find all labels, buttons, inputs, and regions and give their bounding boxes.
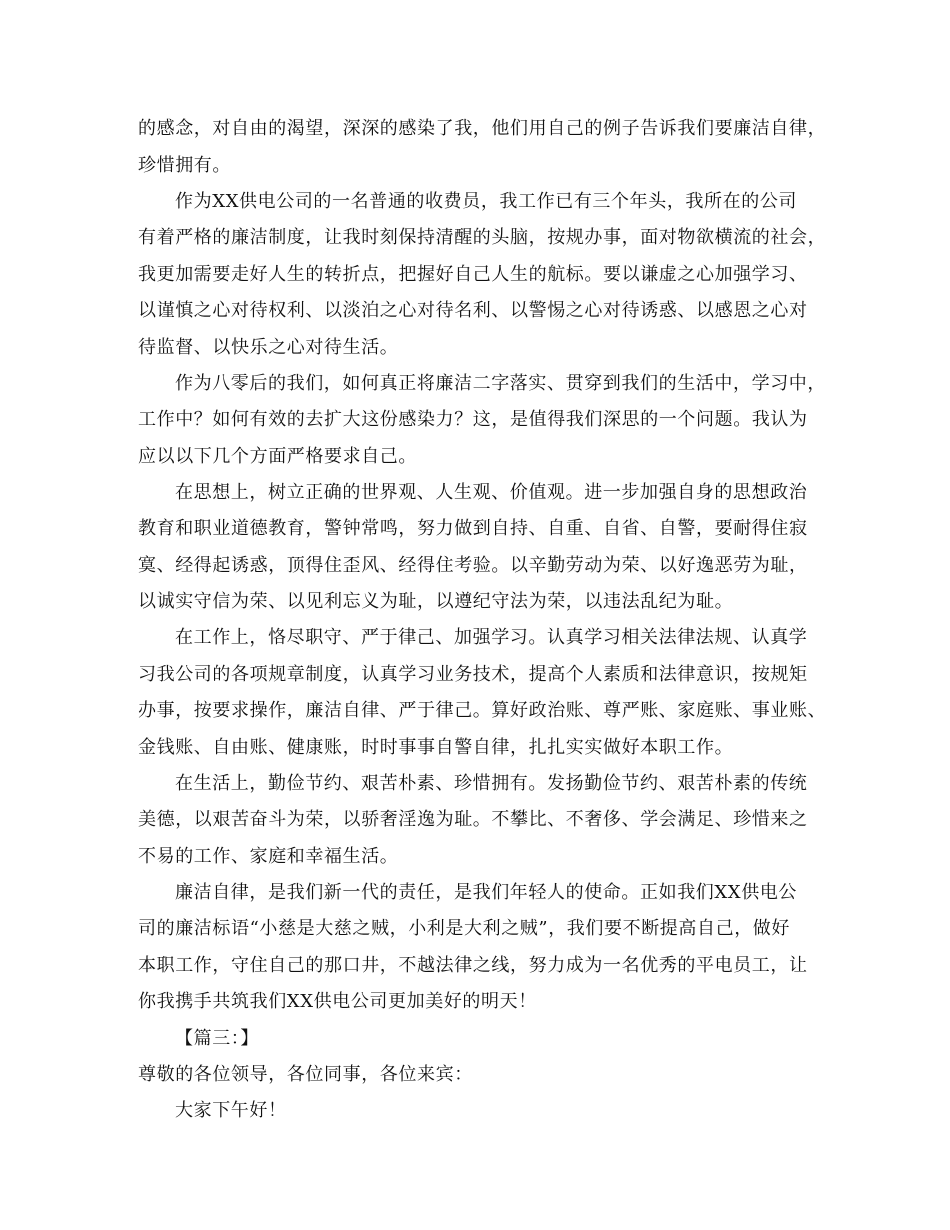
- paragraph-line: 工作中？如何有效的去扩大这份感染力？这，是值得我们深思的一个问题。我认为: [138, 409, 808, 430]
- paragraph-line: 习我公司的各项规章制度，认真学习业务技术，提高个人素质和法律意识，按规矩: [138, 664, 808, 685]
- paragraph-line: 珍惜拥有。: [138, 155, 231, 176]
- paragraph-line: 在思想上，树立正确的世界观、人生观、价值观。进一步加强自身的思想政治: [175, 482, 808, 503]
- paragraph-line: 作为八零后的我们，如何真正将廉洁二字落实、贯穿到我们的生活中，学习中，: [175, 373, 826, 394]
- section-heading: 【篇三：】: [175, 1028, 259, 1049]
- paragraph-line: 应以以下几个方面严格要求自己。: [138, 446, 417, 467]
- paragraph-line: 作为XX供电公司的一名普通的收费员，我工作已有三个年头，我所在的公司: [175, 191, 798, 212]
- paragraph-line: 在工作上，恪尽职守、严于律己、加强学习。认真学习相关法律法规、认真学: [175, 627, 808, 648]
- paragraph-line: 你我携手共筑我们XX供电公司更加美好的明天！: [138, 991, 537, 1012]
- paragraph-line: 不易的工作、家庭和幸福生活。: [138, 846, 399, 867]
- paragraph-line: 美德，以艰苦奋斗为荣，以骄奢淫逸为耻。不攀比、不奢侈、学会满足、珍惜来之: [138, 809, 808, 830]
- paragraph-line: 办事，按要求操作，廉洁自律、严于律己。算好政治账、尊严账、家庭账、事业账、: [138, 700, 827, 721]
- paragraph-line: 我更加需要走好人生的转折点，把握好自己人生的航标。要以谦虚之心加强学习、: [138, 264, 808, 285]
- paragraph-line: 教育和职业道德教育，警钟常鸣，努力做到自持、自重、自省、自警，要耐得住寂: [138, 518, 808, 539]
- paragraph-line: 廉洁自律，是我们新一代的责任，是我们年轻人的使命。正如我们XX供电公: [175, 882, 798, 903]
- paragraph-line: 在生活上，勤俭节约、艰苦朴素、珍惜拥有。发扬勤俭节约、艰苦朴素的传统: [175, 773, 808, 794]
- paragraph-line: 司的廉洁标语“小慈是大慈之贼，小利是大利之贼”，我们要不断提高自己，做好: [138, 918, 791, 939]
- paragraph-line: 金钱账、自由账、健康账，时时事事自警自律，扎扎实实做好本职工作。: [138, 737, 734, 758]
- paragraph-line: 本职工作，守住自己的那口井，不越法律之线，努力成为一名优秀的平电员工，让: [138, 955, 808, 976]
- paragraph-line: 以诚实守信为荣、以见利忘义为耻，以遵纪守法为荣，以违法乱纪为耻。: [138, 591, 734, 612]
- paragraph-line: 的感念，对自由的渴望，深深的感染了我，他们用自己的例子告诉我们要廉洁自律，: [138, 118, 827, 139]
- paragraph-line: 寞、经得起诱惑，顶得住歪风、经得住考验。以辛勤劳动为荣、以好逸恶劳为耻，: [138, 555, 808, 576]
- paragraph-line: 以谨慎之心对待权利、以淡泊之心对待名利、以警惕之心对待诱惑、以感恩之心对: [138, 300, 808, 321]
- greeting-line: 大家下午好！: [175, 1100, 287, 1121]
- salutation-line: 尊敬的各位领导，各位同事，各位来宾：: [138, 1064, 473, 1085]
- paragraph-line: 待监督、以快乐之心对待生活。: [138, 337, 399, 358]
- paragraph-line: 有着严格的廉洁制度，让我时刻保持清醒的头脑，按规办事，面对物欲横流的社会，: [138, 227, 827, 248]
